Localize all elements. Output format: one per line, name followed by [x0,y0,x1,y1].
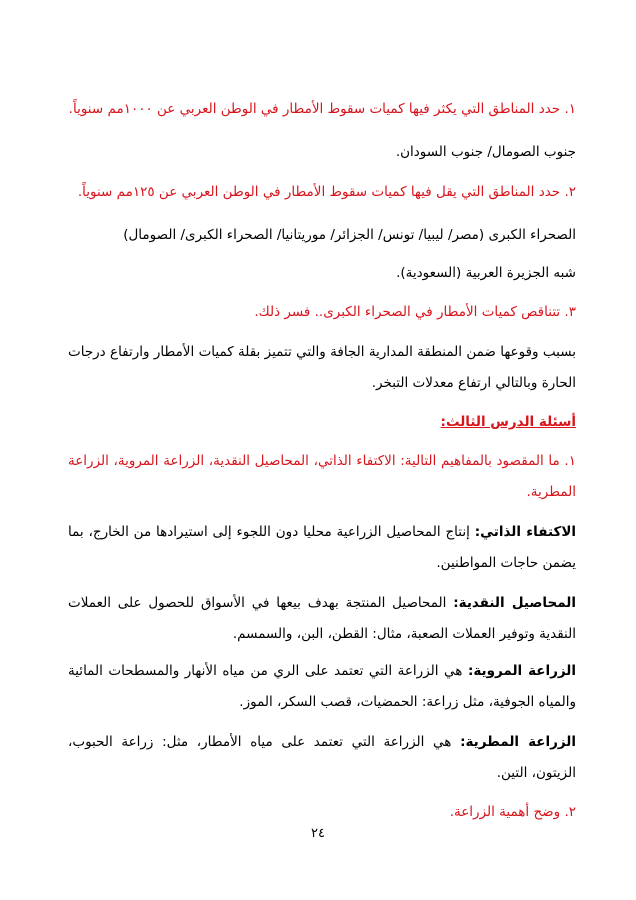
question-1: ١. حدد المناطق التي يكثر فيها كميات سقوط الأمطار في الوطن العربي عن ١٠٠٠مم سنوياً. [68,101,576,117]
question-3: ٣. تتناقص كميات الأمطار في الصحراء الكبرى.. فسر ذلك. [254,304,576,320]
definition-text: هي الزراعة التي تعتمد على مياه الأمطار، مثل: زراعة الحبوب، الزيتون، التين. [68,734,576,781]
definition-rainfed-agriculture [68,727,576,789]
definition-text: هي الزراعة التي تعتمد على الري من مياه الأنهار والمسطحات المائية والمياه الجوفية، مثل زراعة: الحمضيات، قصب السكر، الموز. [68,663,576,710]
answer-3: بسبب وقوعها ضمن المنطقة المدارية الجافة والتي تتميز بقلة كميات الأمطار وارتفاع درجات الحارة وبالتالي ارتفاع معدلات التبخر. [68,344,576,391]
definition-self-sufficiency [68,517,576,579]
definition-term: الاكتفاء الذاتي: [474,524,576,540]
lesson-3-question-2: ٢. وضح أهمية الزراعة. [449,804,576,820]
answer-1: جنوب الصومال/ جنوب السودان. [395,144,576,160]
lesson-3-heading: أسئلة الدرس الثالث: [440,414,576,430]
page-number: ٢٤ [311,826,325,841]
definition-term: الزراعة المروية: [467,663,577,679]
definition-irrigated-agriculture [68,656,576,718]
definition-term: المحاصيل النقدية: [453,595,576,611]
definition-text: إنتاج المحاصيل الزراعية محليا دون اللجوء إلى استيرادها من الخارج، بما يضمن حاجات المواطنين. [68,524,576,571]
answer-2-line-2: شبه الجزيرة العربية (السعودية). [396,265,576,281]
answer-2-line-1: الصحراء الكبرى (مصر/ ليبيا/ تونس/ الجزائر/ موريتانيا/ الصحراء الكبرى/ الصومال) [123,227,576,243]
definition-cash-crops [68,588,576,650]
definition-text: المحاصيل المنتجة بهدف بيعها في الأسواق للحصول على العملات النقدية وتوفير العملات الصعبة، مثال: القطن، البن، والسمسم. [68,595,576,642]
question-2: ٢. حدد المناطق التي يقل فيها كميات سقوط الأمطار في الوطن العربي عن ١٢٥مم سنوياً. [77,184,576,200]
definition-term: الزراعة المطرية: [460,734,576,750]
lesson-3-question-1: ١. ما المقصود بالمفاهيم التالية: الاكتفاء الذاتي، المحاصيل النقدية، الزراعة المروية، الزراعة المطرية. [68,453,576,500]
